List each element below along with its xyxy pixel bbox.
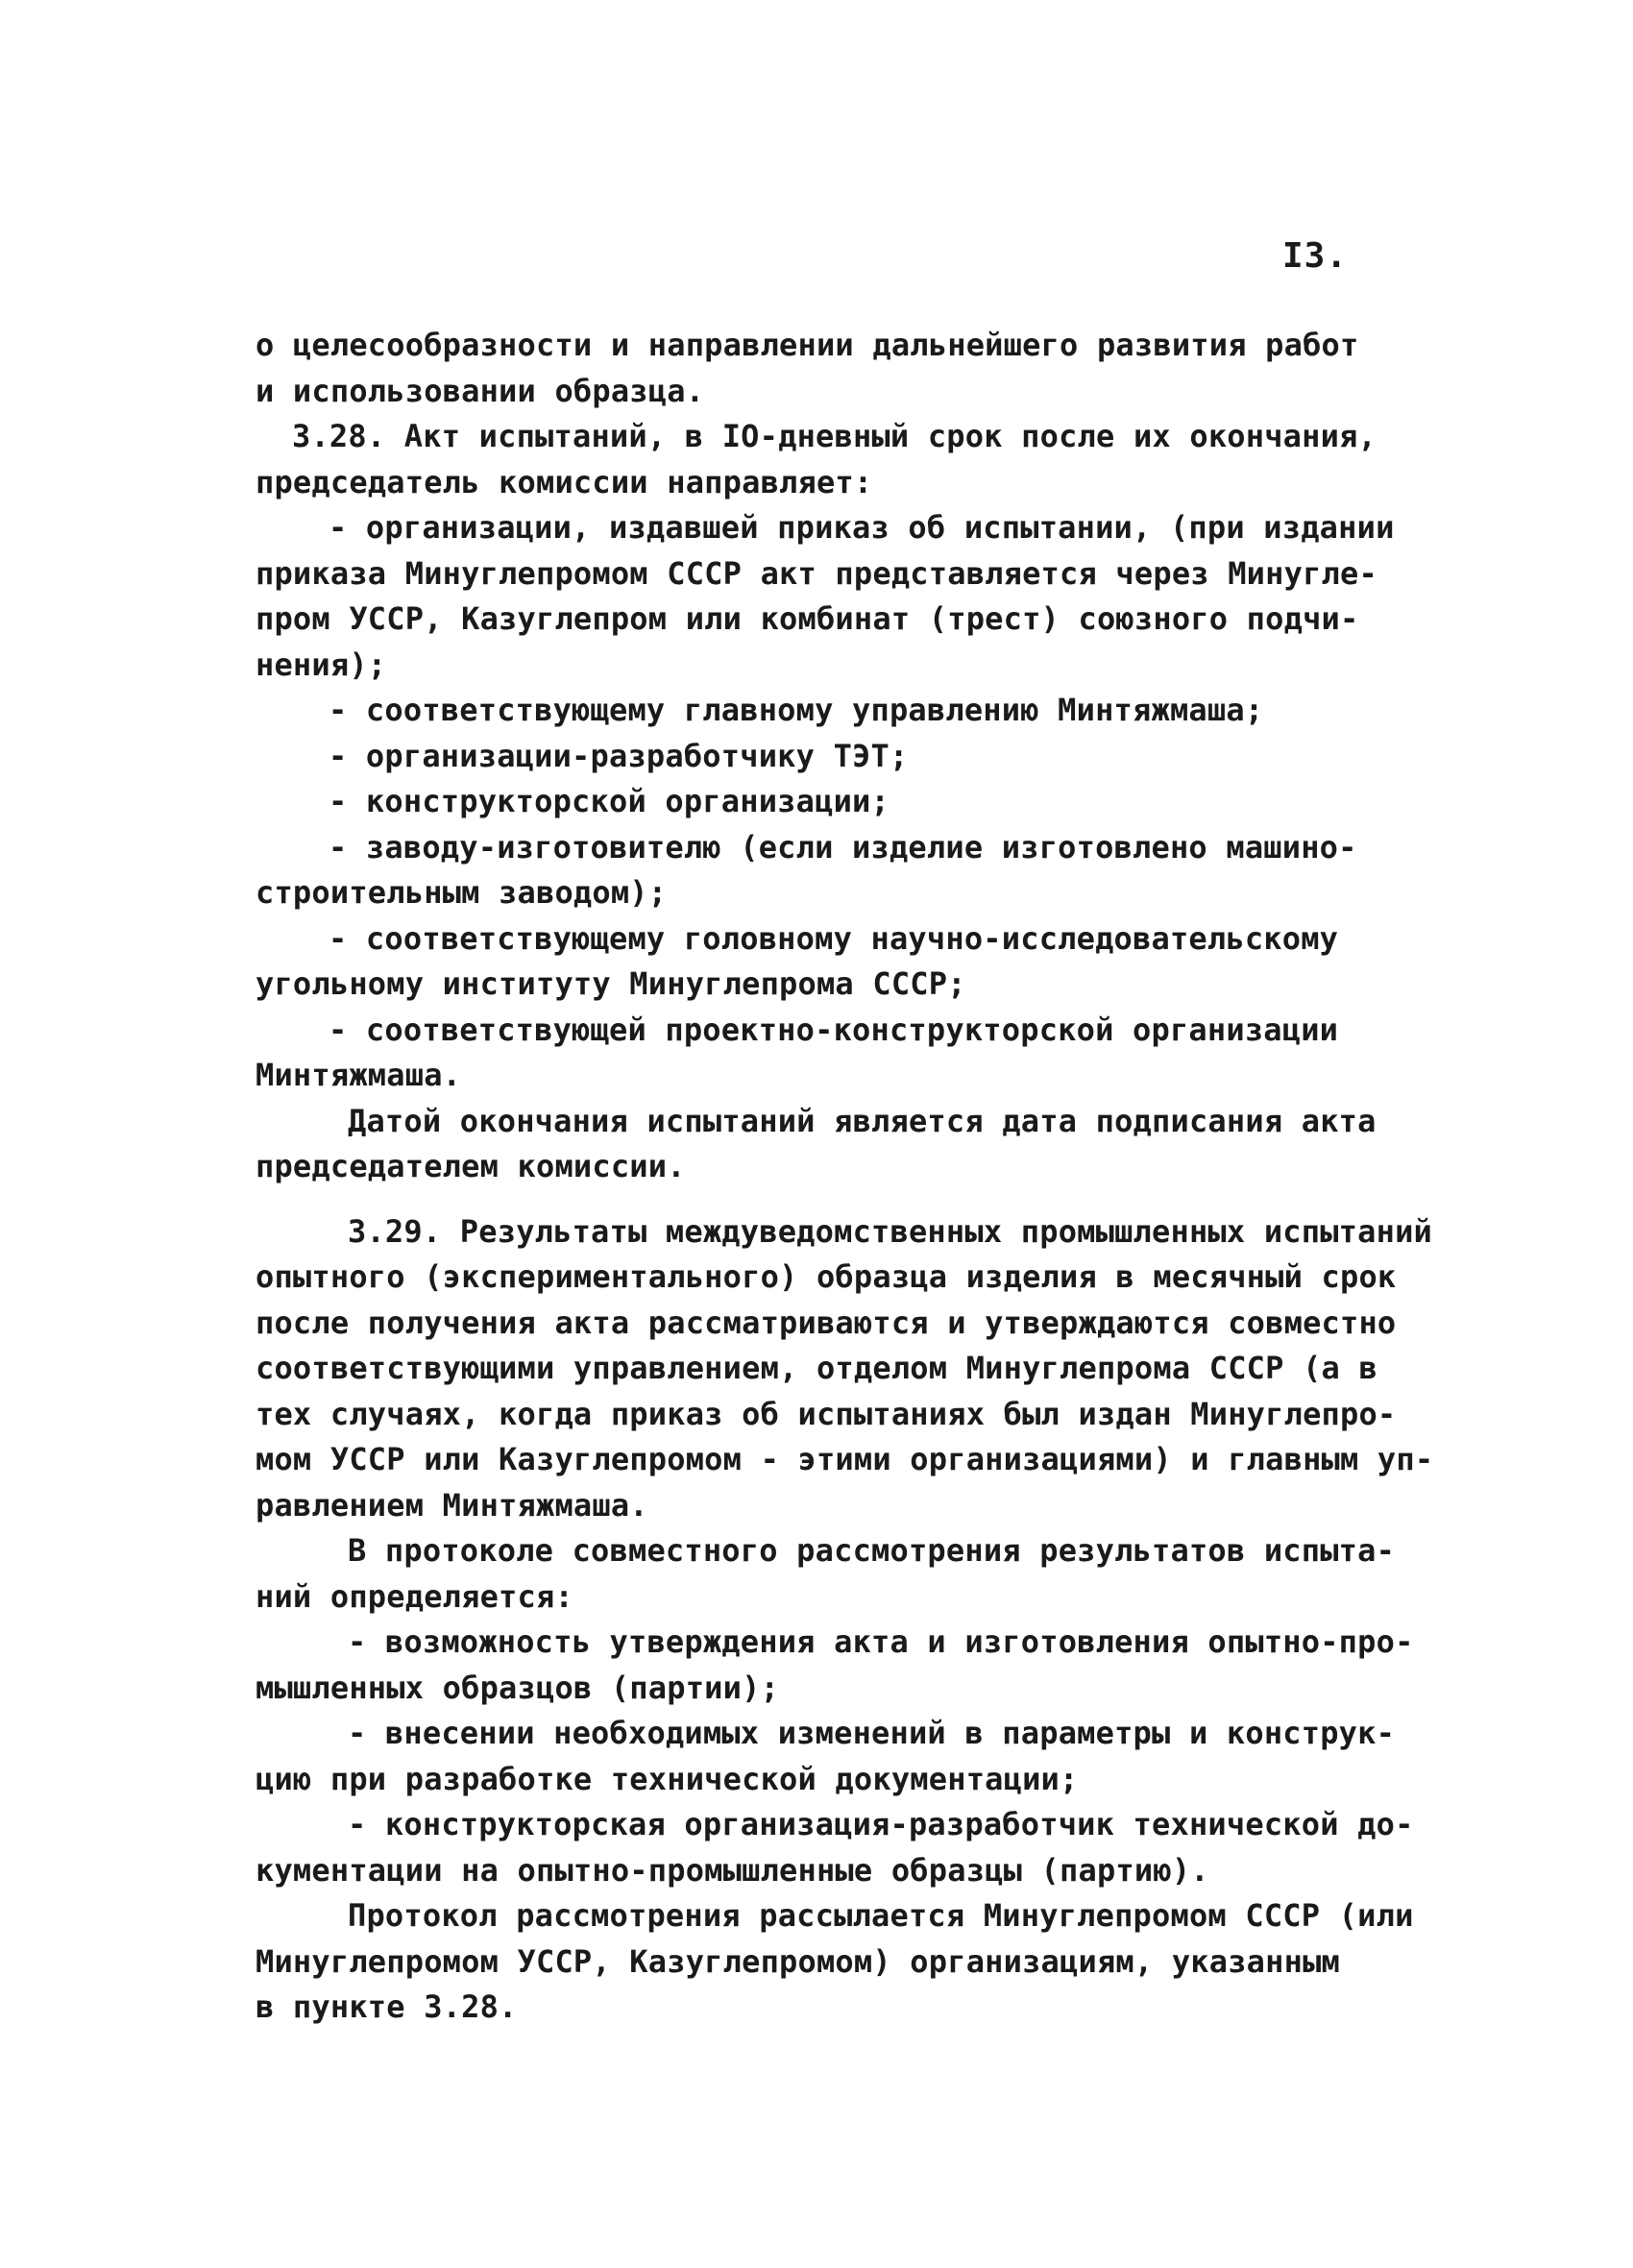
text-line: Минуглепромом УССР, Казуглепромом) организациям, указанным xyxy=(256,1942,1341,1980)
text-line: - организации, издавшей приказ об испытании, (при издании xyxy=(329,509,1395,546)
text-line: - заводу-изготовителю (если изделие изготовлено машино- xyxy=(329,828,1357,866)
text-line: тех случаях, когда приказ об испытаниях был издан Минуглепро- xyxy=(256,1395,1397,1432)
body-text xyxy=(256,323,1447,2031)
text-line: 3.29. Результаты междуведомственных промышленных испытаний xyxy=(348,1212,1433,1250)
text-line: - соответствующему головному научно-исследовательскому xyxy=(329,919,1339,957)
text-line: председатель комиссии направляет: xyxy=(256,463,873,500)
text-line: после получения акта рассматриваются и утверждаются совместно xyxy=(256,1304,1397,1341)
text-line: о целесообразности и направлении дальнейшего развития работ xyxy=(256,327,1359,363)
text-line: мышленных образцов (партии); xyxy=(256,1669,780,1706)
text-line: Протокол рассмотрения рассылается Минуглепромом СССР (или xyxy=(348,1897,1414,1934)
text-line: председателем комиссии. xyxy=(256,1148,686,1184)
text-line: ний определяется: xyxy=(256,1577,573,1615)
text-line: приказа Минуглепромом СССР акт представляется через Минугле- xyxy=(256,554,1377,592)
text-line: - конструкторская организация-разработчик технической до- xyxy=(348,1806,1414,1842)
text-line: - конструкторской организации; xyxy=(329,783,890,819)
page-number: I3. xyxy=(1282,236,1349,276)
text-line: равлением Минтяжмаша. xyxy=(256,1486,648,1524)
text-line: цию при разработке технической документации; xyxy=(256,1760,1079,1797)
text-line: Датой окончания испытаний является дата подписания акта xyxy=(348,1102,1377,1139)
text-line: 3.28. Акт испытаний, в IO-дневный срок после их окончания, xyxy=(292,418,1377,454)
text-line: Минтяжмаша. xyxy=(256,1057,462,1093)
text-line: - организации-разработчику ТЭТ; xyxy=(329,737,909,774)
text-line: мом УССР или Казуглепромом - этими организациями) и главным уп- xyxy=(256,1441,1434,1477)
text-line: и использовании образца. xyxy=(256,372,705,409)
text-line: в пункте 3.28. xyxy=(256,1988,518,2025)
text-line: нения); xyxy=(256,646,387,683)
text-line: соответствующими управлением, отделом Минуглепрома СССР (а в xyxy=(256,1350,1377,1386)
text-line: строительным заводом); xyxy=(256,874,668,911)
text-line: - возможность утверждения акта и изготовления опытно-про- xyxy=(348,1623,1414,1660)
text-line: опытного (экспериментального) образца изделия в месячный срок xyxy=(256,1258,1397,1295)
text-line: - соответствующему главному управлению Минтяжмаша; xyxy=(329,692,1264,728)
text-line: угольному институту Минуглепрома СССР; xyxy=(256,965,966,1002)
text-line: - соответствующей проектно-конструкторской организации xyxy=(329,1011,1339,1048)
text-line: пром УССР, Казуглепром или комбинат (трест) союзного подчи- xyxy=(256,600,1359,637)
text-line: кументации на опытно-промышленные образцы (партию). xyxy=(256,1851,1209,1889)
text-line: В протоколе совместного рассмотрения результатов испыта- xyxy=(348,1532,1396,1569)
text-line: - внесении необходимых изменений в параметры и конструк- xyxy=(348,1715,1396,1751)
